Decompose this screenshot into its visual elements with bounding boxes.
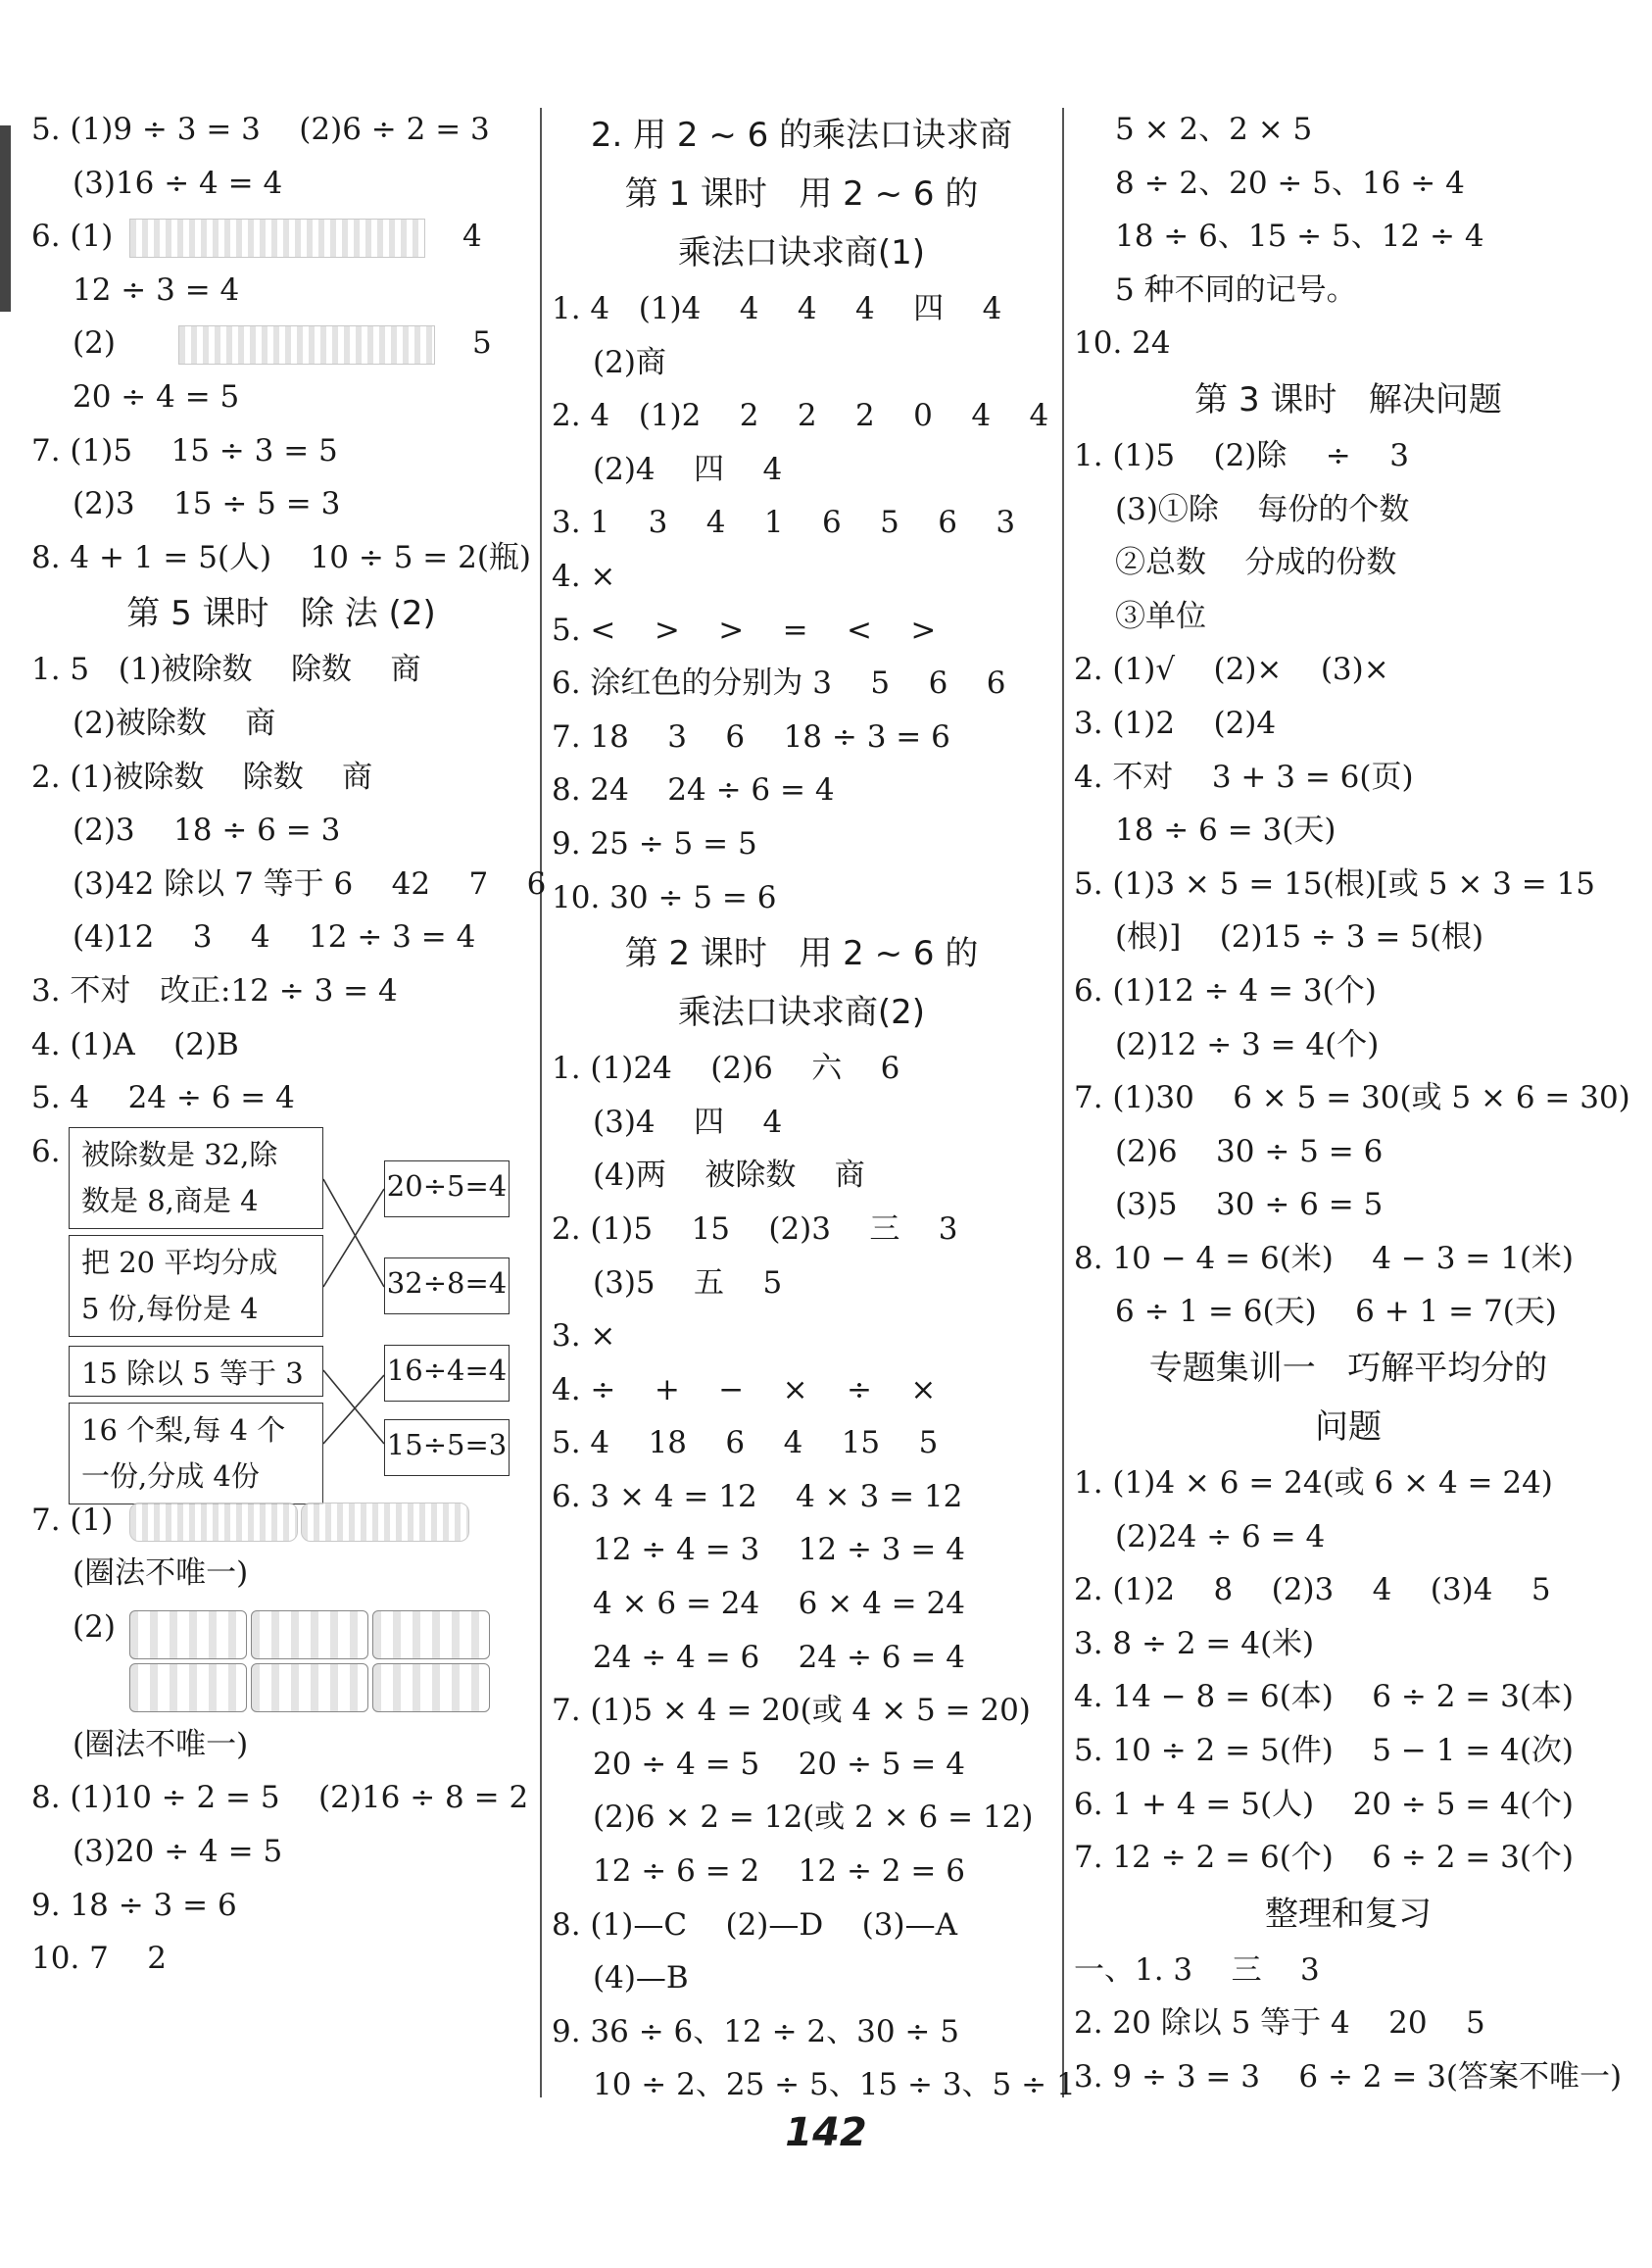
circled-items-figure (301, 1503, 469, 1542)
answer-line-with-figure (31, 317, 531, 370)
page-edge-bar (0, 125, 11, 312)
section-heading: 乘法口诀求商(2) (677, 993, 926, 1033)
answer-line: 20 ÷ 4 = 5 (73, 378, 240, 415)
answer-line: 7. (1)5 × 4 = 20(或 4 × 5 = 20) (552, 1693, 1031, 1729)
answer-line: 4. 14 − 8 = 6(本) 6 ÷ 2 = 3(本) (1074, 1679, 1575, 1715)
answer-line: 8. 24 24 ÷ 6 = 4 (552, 772, 835, 809)
section-heading: 乘法口诀求商(1) (677, 233, 926, 272)
grouping-figure (129, 219, 425, 258)
answer-line: 5. 4 18 6 4 15 5 (552, 1425, 939, 1461)
answer-line: (2)商 (593, 344, 666, 380)
answer-line: 2. (1)√ (2)× (3)× (1074, 652, 1389, 688)
answer-column-2 (552, 106, 1076, 2112)
section-heading: 第 1 课时 用 2 ~ 6 的 (624, 174, 979, 214)
answer-line: 7. 12 ÷ 2 = 6(个) 6 ÷ 2 = 3(个) (1074, 1840, 1575, 1876)
answer-line: 8 ÷ 2、20 ÷ 5、16 ÷ 4 (1115, 165, 1465, 201)
answer-line: 8. 4 + 1 = 5(人) 10 ÷ 5 = 2(瓶) (31, 539, 532, 575)
section-heading: 第 5 课时 除 法 (2) (126, 594, 436, 634)
answer-value: 4 (462, 219, 482, 255)
answer-line: 5 种不同的记号。 (1115, 271, 1357, 308)
answer-line: (2)3 15 ÷ 5 = 3 (73, 486, 341, 522)
answer-note: (圈法不唯一) (73, 1555, 249, 1592)
answer-line: 4. 不对 3 + 3 = 6(页) (1074, 759, 1414, 795)
answer-line: 12 ÷ 6 = 2 12 ÷ 2 = 6 (593, 1853, 965, 1890)
answer-line: 10. 24 (1074, 325, 1171, 362)
answer-line: 1. (1)4 × 6 = 24(或 6 × 4 = 24) (1074, 1465, 1553, 1502)
circled-items-figure (31, 1601, 531, 1718)
group-circle (372, 1610, 490, 1659)
answer-line: 6. 1 + 4 = 5(人) 20 ÷ 5 = 4(个) (1074, 1786, 1575, 1822)
group-circle (251, 1610, 368, 1659)
answer-line: (3)5 五 5 (593, 1264, 783, 1301)
column-divider (540, 108, 542, 2097)
match-right-box: 32÷8=4 (384, 1257, 510, 1314)
answer-line: 10. 7 2 (31, 1941, 168, 1977)
answer-line: ③单位 (1115, 598, 1206, 634)
match-left-box: 16 个梨,每 4 个 一份,分成 4份 (69, 1403, 323, 1504)
connecting-lines (323, 1360, 384, 1468)
answer-line: 12 ÷ 3 = 4 (73, 271, 240, 308)
answer-line: 1. (1)24 (2)6 六 6 (552, 1051, 900, 1087)
match-left-box: 被除数是 32,除 数是 8,商是 4 (69, 1127, 323, 1229)
answer-line: 12 ÷ 4 = 3 12 ÷ 3 = 4 (593, 1532, 965, 1568)
answer-label: 6. (1) (31, 219, 114, 255)
answer-line: (2)6 × 2 = 12(或 2 × 6 = 12) (593, 1800, 1034, 1836)
answer-line: 2. 20 除以 5 等于 4 20 5 (1074, 2005, 1485, 2042)
answer-line: 6. 涂红色的分别为 3 5 6 6 (552, 666, 1006, 702)
circled-items-figure (129, 1503, 298, 1542)
answer-line-with-figure (31, 210, 531, 264)
section-heading: 专题集训一 巧解平均分的 (1148, 1349, 1548, 1389)
answer-line: 1. 4 (1)4 4 4 4 四 4 (552, 291, 1002, 326)
answer-label: (2) (73, 1608, 116, 1645)
question-label: 6. (31, 1133, 61, 1169)
answer-line: 3. (1)2 (2)4 (1074, 705, 1277, 741)
answer-line: (4)—B (593, 1960, 689, 1997)
page-number: 142 (785, 2110, 867, 2155)
answer-line: (2)6 30 ÷ 5 = 6 (1115, 1133, 1384, 1169)
answer-note: (圈法不唯一) (73, 1726, 249, 1762)
answer-line: 3. × (552, 1318, 616, 1355)
group-circle (372, 1663, 490, 1712)
answer-line: 6. (1)12 ÷ 4 = 3(个) (1074, 972, 1377, 1009)
group-circle (251, 1663, 368, 1712)
answer-line: 10 ÷ 2、25 ÷ 5、15 ÷ 3、5 ÷ 1 (593, 2067, 1076, 2103)
answer-line: (4)两 被除数 商 (593, 1158, 865, 1194)
answer-column-1 (31, 103, 547, 1986)
answer-line: 18 ÷ 6 = 3(天) (1115, 813, 1336, 849)
answer-label: 7. (1) (31, 1502, 114, 1538)
answer-line: 7. 18 3 6 18 ÷ 3 = 6 (552, 718, 950, 755)
answer-line: 3. 9 ÷ 3 = 3 6 ÷ 2 = 3(答案不唯一) (1074, 2059, 1623, 2095)
answer-line: (3)20 ÷ 4 = 5 (73, 1834, 283, 1870)
answer-line: 6. 3 × 4 = 12 4 × 3 = 12 (552, 1478, 963, 1514)
answer-line: (2)4 四 4 (593, 451, 783, 487)
answer-line-with-figure (31, 1494, 531, 1548)
answer-line: (2)被除数 商 (73, 705, 276, 741)
match-right-box: 16÷4=4 (384, 1345, 510, 1402)
answer-line: 一、1. 3 三 3 (1074, 1951, 1320, 1988)
match-left-box: 15 除以 5 等于 3 (69, 1346, 323, 1397)
answer-line: 9. 25 ÷ 5 = 5 (552, 825, 757, 862)
section-heading: 整理和复习 (1265, 1894, 1432, 1934)
answer-line: 2. (1)被除数 除数 商 (31, 759, 373, 795)
answer-line: 4 × 6 = 24 6 × 4 = 24 (593, 1586, 965, 1622)
answer-line: 2. (1)2 8 (2)3 4 (3)4 5 (1074, 1572, 1551, 1608)
answer-line: 5. 10 ÷ 2 = 5(件) 5 − 1 = 4(次) (1074, 1733, 1575, 1769)
answer-line: 10. 30 ÷ 5 = 6 (552, 879, 777, 915)
answer-line: 7. (1)5 15 ÷ 3 = 5 (31, 432, 338, 468)
match-right-box: 15÷5=3 (384, 1419, 510, 1476)
column-divider (1062, 108, 1064, 2097)
answer-line: 9. 36 ÷ 6、12 ÷ 2、30 ÷ 5 (552, 2013, 959, 2049)
answer-line: 5. 4 24 ÷ 6 = 4 (31, 1080, 295, 1116)
section-heading: 问题 (1315, 1407, 1382, 1448)
answer-line: (3)4 四 4 (593, 1104, 783, 1140)
answer-line: 7. (1)30 6 × 5 = 30(或 5 × 6 = 30) (1074, 1080, 1630, 1116)
connecting-lines (323, 1164, 384, 1311)
answer-line: 1. 5 (1)被除数 除数 商 (31, 652, 421, 688)
answer-line: 2. (1)5 15 (2)3 三 3 (552, 1210, 958, 1247)
answer-line: (3)①除 每份的个数 (1115, 491, 1410, 527)
answer-line: 24 ÷ 4 = 6 24 ÷ 6 = 4 (593, 1639, 965, 1675)
answer-line: (2)3 18 ÷ 6 = 3 (73, 813, 341, 849)
group-circle (129, 1610, 247, 1659)
answer-value: 5 (472, 325, 492, 362)
answer-line: 5. (1)3 × 5 = 15(根)[或 5 × 3 = 15 (1074, 865, 1595, 902)
group-circle (129, 1663, 247, 1712)
matching-figure (31, 1125, 531, 1494)
answer-line: 4. (1)A (2)B (31, 1026, 239, 1062)
answer-line: (4)12 3 4 12 ÷ 3 = 4 (73, 919, 476, 956)
answer-line: 4. ÷ + − × ÷ × (552, 1371, 937, 1407)
section-heading: 第 2 课时 用 2 ~ 6 的 (624, 934, 979, 974)
answer-line: (2)12 ÷ 3 = 4(个) (1115, 1026, 1380, 1062)
answer-column-3 (1074, 103, 1630, 2104)
unit-heading: 2. 用 2 ~ 6 的乘法口诀求商 (590, 116, 1013, 155)
answer-line: 18 ÷ 6、15 ÷ 5、12 ÷ 4 (1115, 219, 1484, 255)
answer-line: 9. 18 ÷ 3 = 6 (31, 1887, 237, 1923)
answer-line: (3)42 除以 7 等于 6 42 7 6 (73, 865, 547, 902)
answer-line: 6 ÷ 1 = 6(天) 6 + 1 = 7(天) (1115, 1294, 1557, 1330)
answer-line: ②总数 分成的份数 (1115, 545, 1397, 581)
answer-line: 5 × 2、2 × 5 (1115, 112, 1313, 147)
answer-line: (3)5 30 ÷ 6 = 5 (1115, 1187, 1384, 1223)
answer-line: 2. 4 (1)2 2 2 2 0 4 4 (552, 398, 1049, 434)
answer-line: 20 ÷ 4 = 5 20 ÷ 5 = 4 (593, 1746, 965, 1782)
answer-line: 3. 8 ÷ 2 = 4(米) (1074, 1625, 1315, 1661)
match-left-box: 把 20 平均分成 5 份,每份是 4 (69, 1235, 323, 1337)
answer-line: (3)16 ÷ 4 = 4 (73, 165, 283, 201)
answer-line: 8. 10 − 4 = 6(米) 4 − 3 = 1(米) (1074, 1240, 1575, 1276)
answer-line: 8. (1)—C (2)—D (3)—A (552, 1906, 957, 1943)
answer-line: 5. < > > = < > (552, 612, 937, 648)
grouping-figure (178, 325, 435, 365)
answer-label: (2) (73, 325, 116, 362)
answer-line: 5. (1)9 ÷ 3 = 3 (2)6 ÷ 2 = 3 (31, 112, 490, 147)
answer-line: (2)24 ÷ 6 = 4 (1115, 1518, 1326, 1554)
answer-line: 3. 不对 改正:12 ÷ 3 = 4 (31, 972, 398, 1009)
answer-line: 4. × (552, 558, 616, 594)
answer-line: (根)] (2)15 ÷ 3 = 5(根) (1115, 919, 1484, 956)
match-right-box: 20÷5=4 (384, 1160, 510, 1217)
answer-line: 8. (1)10 ÷ 2 = 5 (2)16 ÷ 8 = 2 (31, 1780, 529, 1816)
section-heading: 第 3 课时 解决问题 (1194, 379, 1502, 419)
answer-line: 3. 1 3 4 1 6 5 6 3 (552, 505, 1016, 541)
answer-line: 1. (1)5 (2)除 ÷ 3 (1074, 437, 1409, 473)
